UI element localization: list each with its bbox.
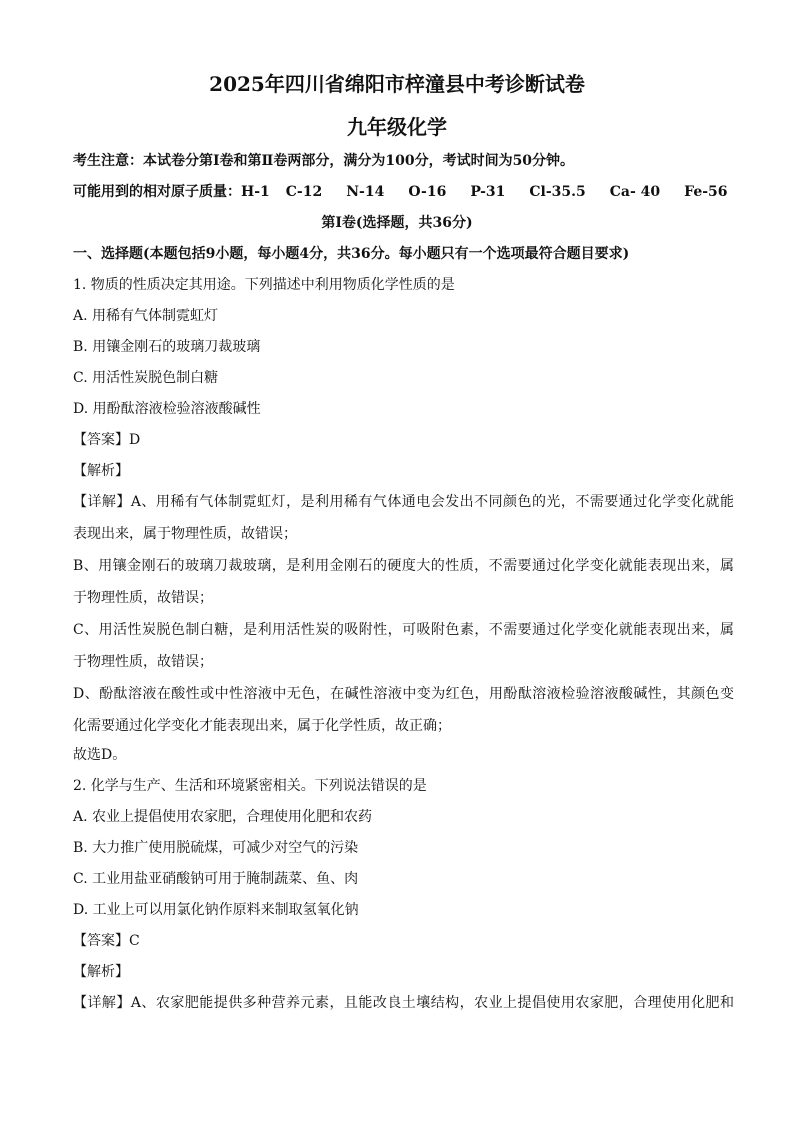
question-1-option-d: D. 用酚酞溶液检验溶液酸碱性 — [73, 401, 261, 417]
question-1-detail-line: 【详解】A、用稀有气体制霓虹灯，是利用稀有气体通电会发出不同颜色的光，不需要通过化学变化就能 — [73, 494, 734, 510]
question-1-detail-line: 于物理性质，故错误； — [73, 654, 213, 670]
question-1-answer: 【答案】D — [73, 432, 141, 448]
atomic-mass-item: O-16 — [408, 184, 447, 200]
atomic-mass-item: N-14 — [346, 184, 385, 200]
question-2-option-b: B. 大力推广使用脱硫煤，可减少对空气的污染 — [73, 840, 359, 856]
exam-notice: 考生注意：本试卷分第Ⅰ卷和第Ⅱ卷两部分，满分为100分，考试时间为50分钟。 — [73, 153, 575, 169]
question-1-detail-line: 故选D。 — [73, 747, 127, 763]
atomic-mass-item: Ca- 40 — [609, 184, 661, 200]
question-2-detail-line: 【详解】A、农家肥能提供多种营养元素，且能改良土壤结构，农业上提倡使用农家肥，合理使用化肥和 — [73, 995, 734, 1011]
question-2-option-c: C. 工业用盐亚硝酸钠可用于腌制蔬菜、鱼、肉 — [73, 871, 359, 887]
atomic-mass-item: Cl-35.5 — [529, 184, 586, 200]
question-1-analysis-label: 【解析】 — [73, 463, 129, 479]
question-1-detail-line: 于物理性质，故错误； — [73, 590, 213, 606]
question-1-detail-line: D、酚酞溶液在酸性或中性溶液中无色，在碱性溶液中变为红色，用酚酞溶液检验溶液酸碱性，其颜色变 — [73, 686, 734, 702]
atomic-mass-item: H-1 — [241, 184, 270, 200]
question-1-stem: 1. 物质的性质决定其用途。下列描述中利用物质化学性质的是 — [73, 277, 455, 293]
atomic-mass-item: C-12 — [285, 184, 323, 200]
part1-heading: 第Ⅰ卷(选择题，共36分) — [321, 215, 473, 231]
question-1-detail-line: B、用镶金刚石的玻璃刀裁玻璃，是利用金刚石的硬度大的性质，不需要通过化学变化就能表现出来，属 — [73, 558, 734, 574]
section1-heading: 一、选择题(本题包括9小题，每小题4分，共36分。每小题只有一个选项最符合题目要求) — [73, 246, 630, 262]
question-1-option-c: C. 用活性炭脱色制白糖 — [73, 370, 219, 386]
question-1-option-a: A. 用稀有气体制霓虹灯 — [73, 308, 219, 324]
question-2-option-d: D. 工业上可以用氯化钠作原料来制取氢氧化钠 — [73, 902, 359, 918]
atomic-mass-item: Fe-56 — [684, 184, 728, 200]
question-1-option-b: B. 用镶金刚石的玻璃刀裁玻璃 — [73, 339, 261, 355]
page-title: 2025年四川省绵阳市梓潼县中考诊断试卷 — [209, 72, 585, 96]
atomic-mass-line — [73, 181, 734, 203]
question-2-analysis-label: 【解析】 — [73, 964, 129, 980]
question-2-stem: 2. 化学与生产、生活和环境紧密相关。下列说法错误的是 — [73, 778, 427, 794]
question-1-detail-line: 化需要通过化学变化才能表现出来，属于化学性质，故正确； — [73, 718, 451, 734]
question-1-detail-line: 表现出来，属于物理性质，故错误； — [73, 526, 297, 542]
question-1-detail-line: C、用活性炭脱色制白糖，是利用活性炭的吸附性，可吸附色素，不需要通过化学变化就能表现出来，属 — [73, 622, 734, 638]
page-subtitle: 九年级化学 — [347, 115, 447, 139]
question-2-option-a: A. 农业上提倡使用农家肥，合理使用化肥和农药 — [73, 809, 373, 825]
atomic-mass-item: P-31 — [470, 184, 506, 200]
question-2-answer: 【答案】C — [73, 933, 140, 949]
atomic-mass-label: 可能用到的相对原子质量： — [73, 184, 241, 200]
